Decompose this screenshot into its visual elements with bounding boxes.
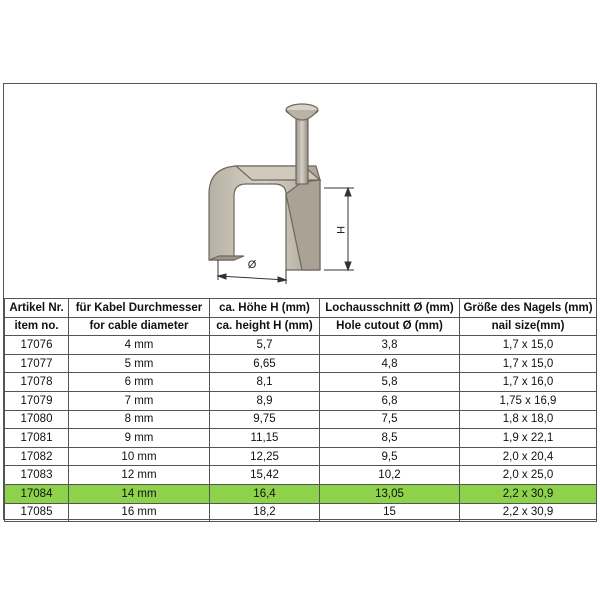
cell-height: 18,2 (210, 503, 320, 522)
cell-nail: 1,7 x 16,0 (460, 373, 597, 392)
table-row (5, 429, 597, 448)
spec-sheet (3, 83, 597, 520)
cell-height: 5,7 (210, 336, 320, 355)
cell-hole: 9,5 (320, 447, 460, 466)
cable-clip-drawing (4, 84, 596, 298)
cell-diameter: 14 mm (69, 484, 210, 503)
cell-nail: 2,0 x 25,0 (460, 466, 597, 485)
header-height-en: ca. height H (mm) (210, 317, 320, 336)
header-row-de (5, 299, 597, 318)
cell-hole: 8,5 (320, 429, 460, 448)
cell-nail: 1,75 x 16,9 (460, 391, 597, 410)
header-diameter-de: für Kabel Durchmesser (69, 299, 210, 318)
header-row-en (5, 317, 597, 336)
cell-diameter: 10 mm (69, 447, 210, 466)
cell-item: 17085 (5, 503, 69, 522)
cell-item: 17084 (5, 484, 69, 503)
cell-item: 17076 (5, 336, 69, 355)
cell-nail: 1,7 x 15,0 (460, 336, 597, 355)
table-row (5, 503, 597, 522)
table-row (5, 410, 597, 429)
header-item-en: item no. (5, 317, 69, 336)
cell-nail: 1,8 x 18,0 (460, 410, 597, 429)
cell-item: 17083 (5, 466, 69, 485)
cell-hole: 15 (320, 503, 460, 522)
diameter-label: Ø (247, 259, 257, 271)
cell-height: 15,42 (210, 466, 320, 485)
cell-hole: 13,05 (320, 484, 460, 503)
header-diameter-en: for cable diameter (69, 317, 210, 336)
cell-item: 17081 (5, 429, 69, 448)
header-item-de: Artikel Nr. (5, 299, 69, 318)
cell-height: 8,1 (210, 373, 320, 392)
cell-diameter: 6 mm (69, 373, 210, 392)
header-hole-de: Lochausschnitt Ø (mm) (320, 299, 460, 318)
cell-nail: 2,2 x 30,9 (460, 503, 597, 522)
cell-item: 17078 (5, 373, 69, 392)
header-height-de: ca. Höhe H (mm) (210, 299, 320, 318)
cell-height: 11,15 (210, 429, 320, 448)
cell-hole: 10,2 (320, 466, 460, 485)
header-hole-en: Hole cutout Ø (mm) (320, 317, 460, 336)
cell-hole: 6,8 (320, 391, 460, 410)
cell-nail: 2,0 x 20,4 (460, 447, 597, 466)
cell-item: 17079 (5, 391, 69, 410)
table-body (5, 336, 597, 522)
cell-height: 16,4 (210, 484, 320, 503)
header-nail-de: Größe des Nagels (mm) (460, 299, 597, 318)
table-row (5, 354, 597, 373)
cell-item: 17082 (5, 447, 69, 466)
cell-diameter: 4 mm (69, 336, 210, 355)
cell-diameter: 5 mm (69, 354, 210, 373)
cell-diameter: 16 mm (69, 503, 210, 522)
cell-height: 8,9 (210, 391, 320, 410)
cable-clip-diagram (4, 84, 596, 298)
cell-item: 17077 (5, 354, 69, 373)
table-row (5, 466, 597, 485)
cell-item: 17080 (5, 410, 69, 429)
height-label: H (334, 226, 346, 234)
cell-diameter: 9 mm (69, 429, 210, 448)
cell-hole: 3,8 (320, 336, 460, 355)
cell-height: 9,75 (210, 410, 320, 429)
cell-diameter: 7 mm (69, 391, 210, 410)
spec-table (4, 298, 597, 522)
table-row (5, 484, 597, 503)
cell-hole: 4,8 (320, 354, 460, 373)
table-row (5, 447, 597, 466)
cell-height: 6,65 (210, 354, 320, 373)
table-row (5, 336, 597, 355)
cell-nail: 2,2 x 30,9 (460, 484, 597, 503)
table-row (5, 391, 597, 410)
cell-diameter: 8 mm (69, 410, 210, 429)
cell-height: 12,25 (210, 447, 320, 466)
cell-diameter: 12 mm (69, 466, 210, 485)
table-row (5, 373, 597, 392)
cell-nail: 1,9 x 22,1 (460, 429, 597, 448)
cell-nail: 1,7 x 15,0 (460, 354, 597, 373)
cell-hole: 5,8 (320, 373, 460, 392)
cell-hole: 7,5 (320, 410, 460, 429)
header-nail-en: nail size(mm) (460, 317, 597, 336)
